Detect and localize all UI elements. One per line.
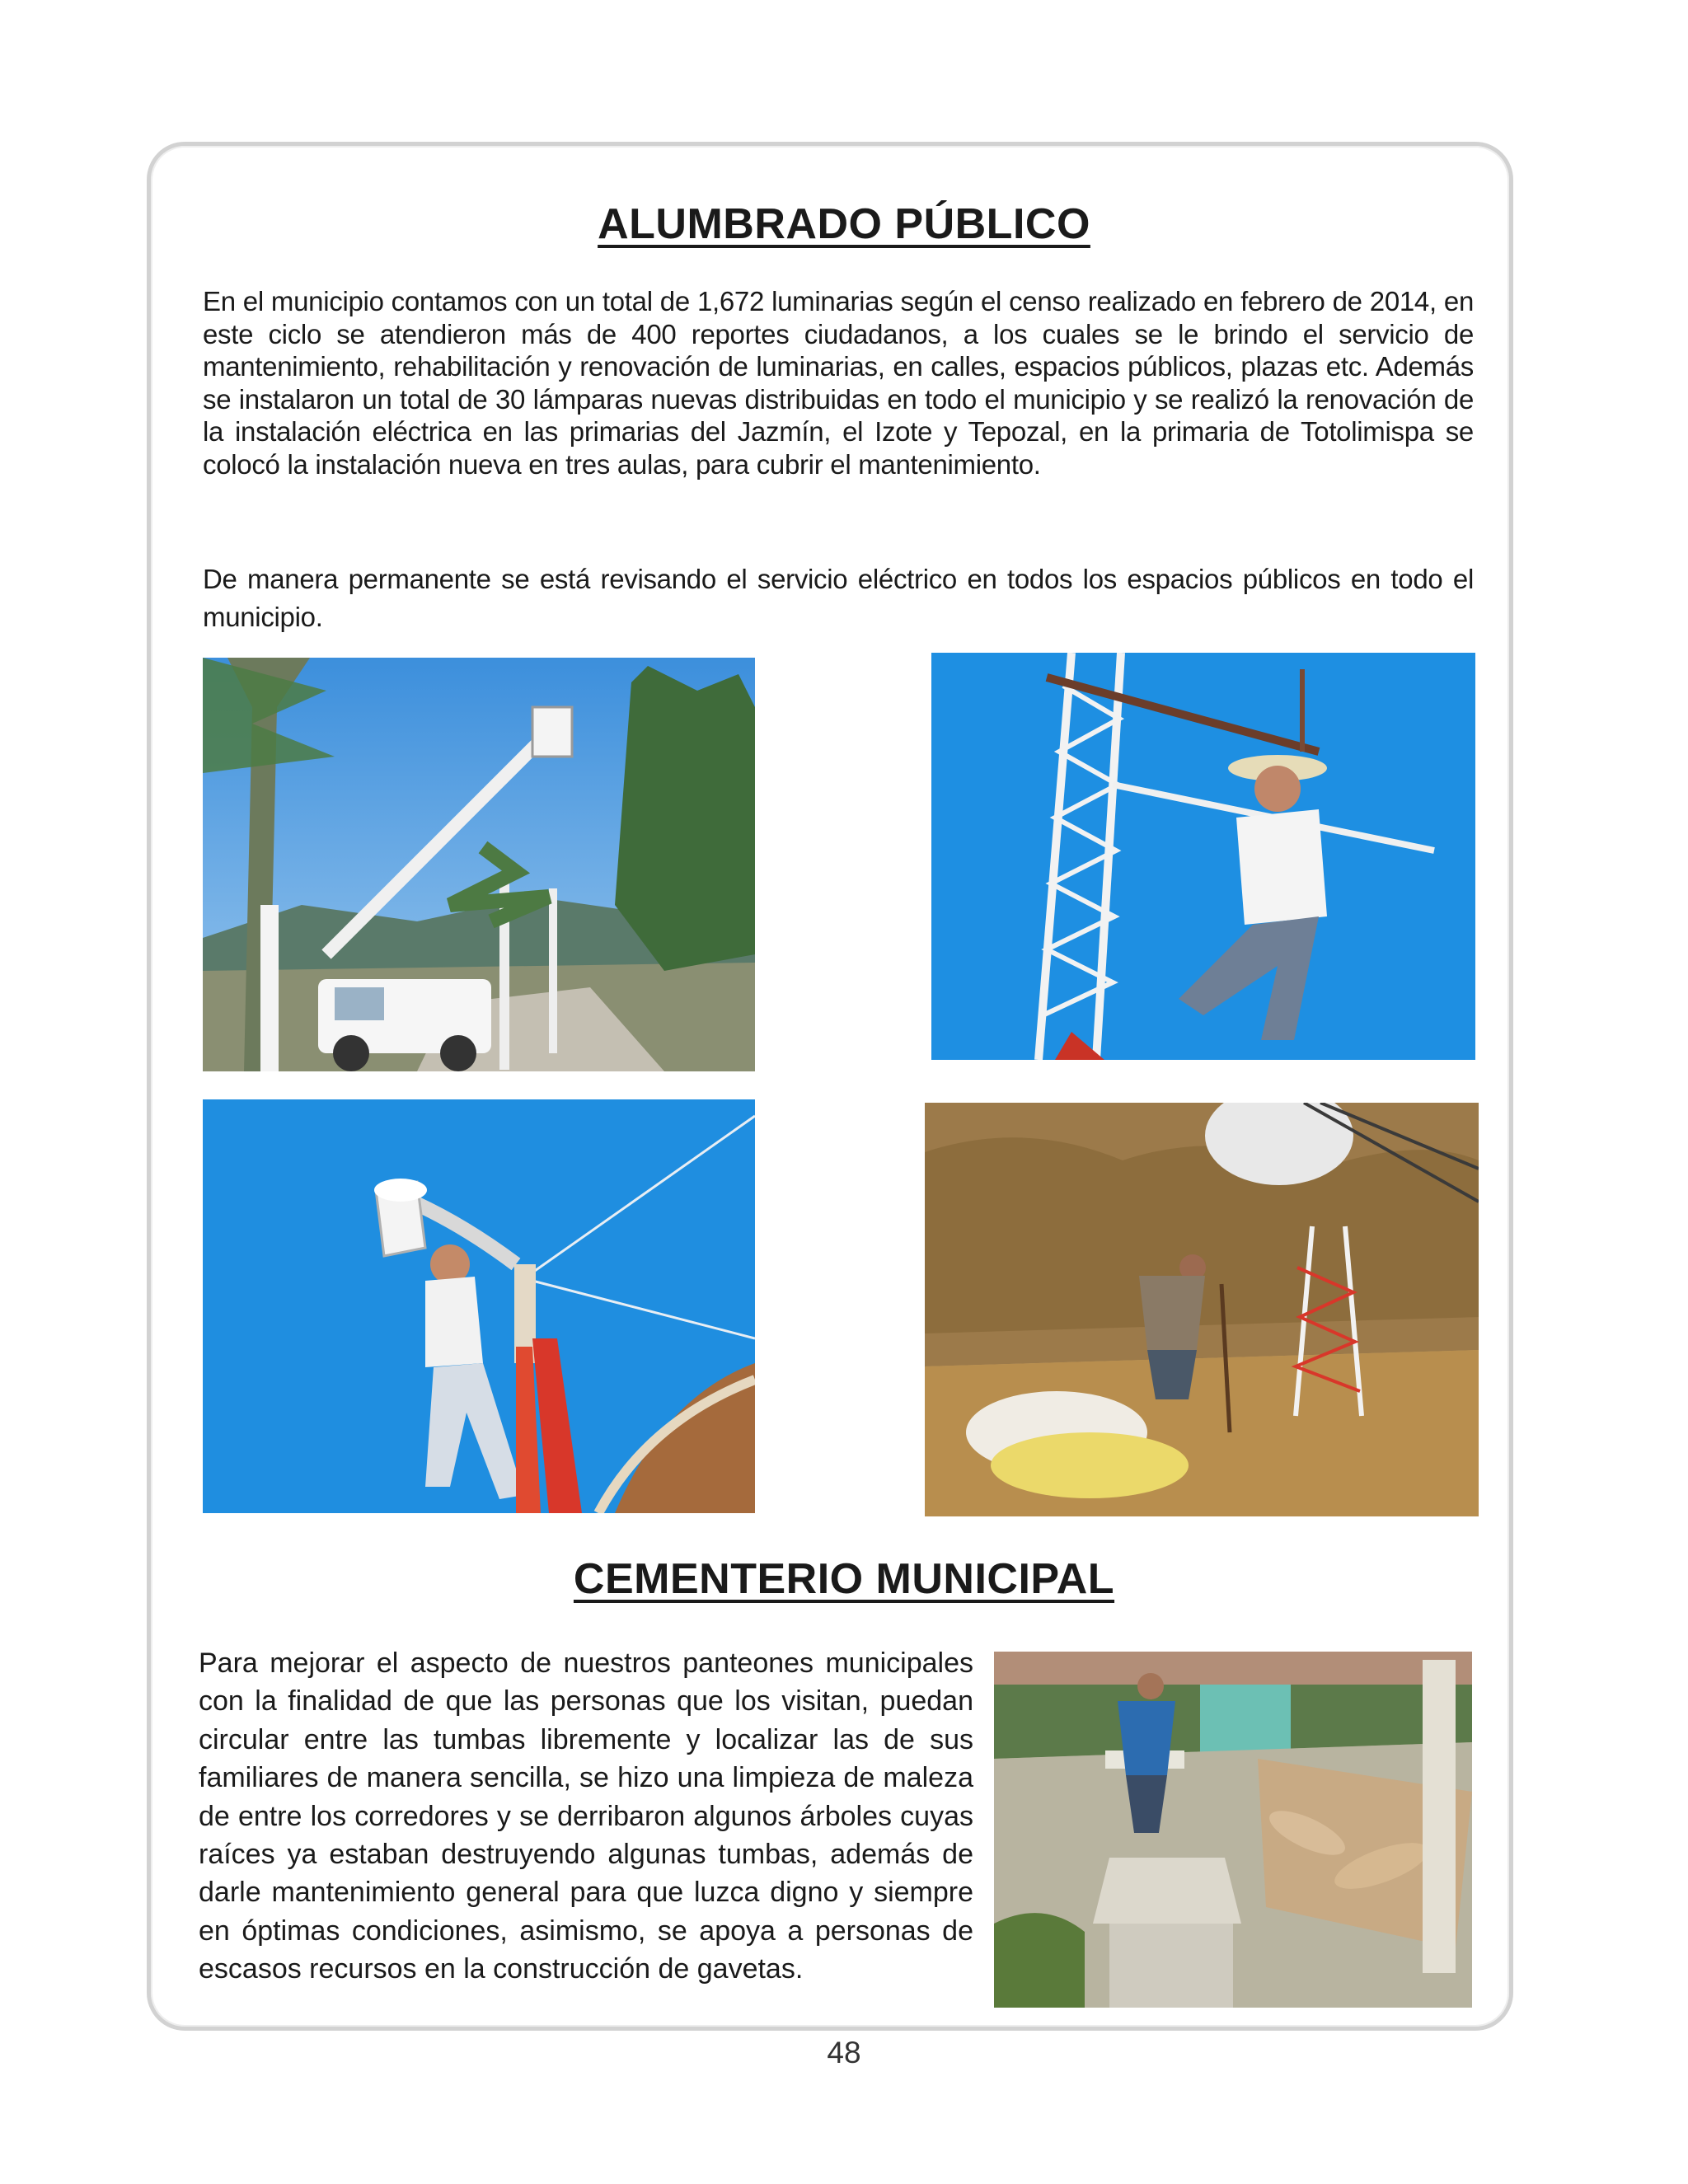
photo-tower-base <box>925 1103 1479 1516</box>
photo-lamp-ladder <box>203 1099 755 1513</box>
section-title-alumbrado: ALUMBRADO PÚBLICO <box>598 200 1090 248</box>
section-title-cementerio: CEMENTERIO MUNICIPAL <box>573 1555 1115 1603</box>
photo-tower-climber <box>931 653 1475 1060</box>
alumbrado-paragraph-1: En el municipio contamos con un total de 1,672 luminarias según el censo realizado en febrero de 2014, en este ciclo se atendieron más de 400 reportes ciudadanos, a los cuales se le brindo el servicio de mantenimiento, rehabilitación y renovación de luminarias, en calles, espacios públicos, plazas etc. Además se instalaron un total de 30 lámparas nuevas distribuidas en todo el municipio y se realizó la renovación de la instalación eléctrica en las primarias del Jazmín, el Izote y Tepozal, en la primaria de Totolimispa se colocó la instalación nueva en tres aulas, para cubrir el mantenimiento. <box>203 286 1474 480</box>
photo-cemetery <box>994 1652 1472 2008</box>
photo-bucket-truck <box>203 658 755 1071</box>
cementerio-paragraph: Para mejorar el aspecto de nuestros panteones municipales con la finalidad de que las personas que los visitan, puedan circular entre las tumbas libremente y localizar las de sus familiares de manera sencilla, se hizo una limpieza de maleza de entre los corredores y se derribaron algunos árboles cuyas raíces ya estaban destruyendo algunas tumbas, además de darle mantenimiento general para que luzca digno y siempre en óptimas condiciones, asimismo, se apoya a personas de escasos recursos en la construcción de gavetas. <box>199 1647 973 1985</box>
page-number: 48 <box>827 2036 861 2069</box>
alumbrado-paragraph-2: De manera permanente se está revisando el servicio eléctrico en todos los espacios públicos en todo el municipio. <box>203 564 1474 632</box>
